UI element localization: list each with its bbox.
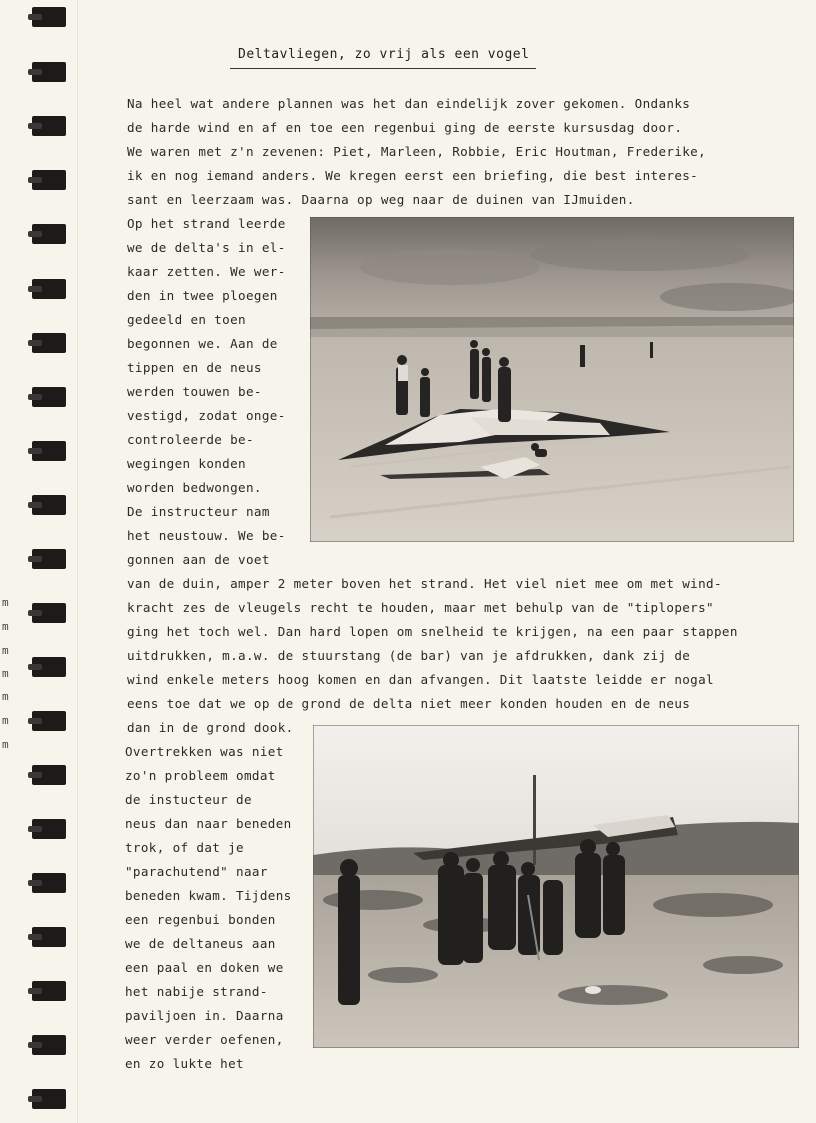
text-line: vestigd, zodat onge- <box>127 408 286 423</box>
binding-wire <box>28 286 42 292</box>
photo-beach-gliders-image <box>310 217 794 542</box>
binding-ring <box>28 60 70 84</box>
text-line: het nabije strand- <box>125 984 268 999</box>
photo-beach-gliders <box>310 217 794 542</box>
binding-ring <box>28 277 70 301</box>
margin-mark: m <box>2 620 9 633</box>
binding-ring <box>28 871 70 895</box>
binding-wire <box>28 1096 42 1102</box>
text-line: De instructeur nam <box>127 504 270 519</box>
binding-wire <box>28 664 42 670</box>
text-line: worden bedwongen. <box>127 480 262 495</box>
binding-wire <box>28 448 42 454</box>
binding-ring <box>28 385 70 409</box>
margin-mark: m <box>2 738 9 751</box>
text-line: paviljoen in. Daarna <box>125 1008 284 1023</box>
text-line: werden touwen be- <box>127 384 262 399</box>
binding-wire <box>28 610 42 616</box>
binding-ring <box>28 709 70 733</box>
text-line: Overtrekken was niet <box>125 744 284 759</box>
text-line: weer verder oefenen, <box>125 1032 284 1047</box>
binding-ring <box>28 655 70 679</box>
margin-mark: m <box>2 714 9 727</box>
text-line: tippen en de neus <box>127 360 262 375</box>
binding-wire <box>28 880 42 886</box>
binding-wire <box>28 123 42 129</box>
text-line: ik en nog iemand anders. We kregen eerst een briefing, die best interes- <box>127 168 699 183</box>
text-line: kaar zetten. We wer- <box>127 264 286 279</box>
text-line: sant en leerzaam was. Daarna op weg naar de duinen van IJmuiden. <box>127 192 635 207</box>
text-line: wegingen konden <box>127 456 246 471</box>
binding-ring <box>28 5 70 29</box>
page-edge <box>77 0 78 1123</box>
text-line: Op het strand leerde <box>127 216 286 231</box>
binding-ring <box>28 222 70 246</box>
binding-ring <box>28 439 70 463</box>
text-line: de instucteur de <box>125 792 252 807</box>
text-line: van de duin, amper 2 meter boven het strand. Het viel niet mee om met wind- <box>127 576 722 591</box>
binding-wire <box>28 340 42 346</box>
binding-ring <box>28 114 70 138</box>
text-line: We waren met z'n zevenen: Piet, Marleen, Robbie, Eric Houtman, Frederike, <box>127 144 707 159</box>
article-title: Deltavliegen, zo vrij als een vogel <box>238 47 530 62</box>
binding-ring <box>28 331 70 355</box>
text-line: den in twee ploegen <box>127 288 278 303</box>
binding-ring <box>28 168 70 192</box>
margin-mark: m <box>2 596 9 609</box>
text-line: we de delta's in el- <box>127 240 286 255</box>
text-line: dan in de grond dook. <box>127 720 294 735</box>
text-line: beneden kwam. Tijdens <box>125 888 292 903</box>
spiral-binding <box>0 0 80 1123</box>
binding-wire <box>28 69 42 75</box>
binding-wire <box>28 394 42 400</box>
text-line: een paal en doken we <box>125 960 284 975</box>
photo-dunes-group <box>313 725 799 1048</box>
binding-ring <box>28 925 70 949</box>
binding-wire <box>28 556 42 562</box>
binding-ring <box>28 979 70 1003</box>
binding-wire <box>28 826 42 832</box>
binding-wire <box>28 502 42 508</box>
binding-wire <box>28 14 42 20</box>
text-line: "parachutend" naar <box>125 864 268 879</box>
text-line: zo'n probleem omdat <box>125 768 276 783</box>
text-line: neus dan naar beneden <box>125 816 292 831</box>
text-line: gonnen aan de voet <box>127 552 270 567</box>
binding-ring <box>28 817 70 841</box>
text-line: kracht zes de vleugels recht te houden, maar met behulp van de "tiplopers" <box>127 600 714 615</box>
text-line: en zo lukte het <box>125 1056 244 1071</box>
binding-wire <box>28 772 42 778</box>
binding-wire <box>28 177 42 183</box>
binding-wire <box>28 1042 42 1048</box>
margin-mark: m <box>2 667 9 680</box>
binding-ring <box>28 547 70 571</box>
text-line: Na heel wat andere plannen was het dan eindelijk zover gekomen. Ondanks <box>127 96 691 111</box>
text-line: het neustouw. We be- <box>127 528 286 543</box>
binding-ring <box>28 1033 70 1057</box>
binding-ring <box>28 763 70 787</box>
text-line: ging het toch wel. Dan hard lopen om snelheid te krijgen, na een paar stappen <box>127 624 738 639</box>
text-line: een regenbui bonden <box>125 912 276 927</box>
binding-wire <box>28 718 42 724</box>
text-line: de harde wind en af en toe een regenbui ging de eerste kursusdag door. <box>127 120 683 135</box>
text-line: begonnen we. Aan de <box>127 336 278 351</box>
text-line: uitdrukken, m.a.w. de stuurstang (de bar) van je afdrukken, dank zij de <box>127 648 691 663</box>
text-line: trok, of dat je <box>125 840 244 855</box>
text-line: wind enkele meters hoog komen en dan afvangen. Dit laatste leidde er nogal <box>127 672 714 687</box>
binding-wire <box>28 988 42 994</box>
binding-ring <box>28 1087 70 1111</box>
text-line: gedeeld en toen <box>127 312 246 327</box>
binding-wire <box>28 231 42 237</box>
margin-mark: m <box>2 690 9 703</box>
photo-dunes-group-image <box>313 725 799 1048</box>
margin-mark: m <box>2 644 9 657</box>
text-line: controleerde be- <box>127 432 254 447</box>
title-underline <box>230 68 536 69</box>
text-line: we de deltaneus aan <box>125 936 276 951</box>
binding-wire <box>28 934 42 940</box>
binding-ring <box>28 601 70 625</box>
text-line: eens toe dat we op de grond de delta niet meer konden houden en de neus <box>127 696 691 711</box>
binding-ring <box>28 493 70 517</box>
